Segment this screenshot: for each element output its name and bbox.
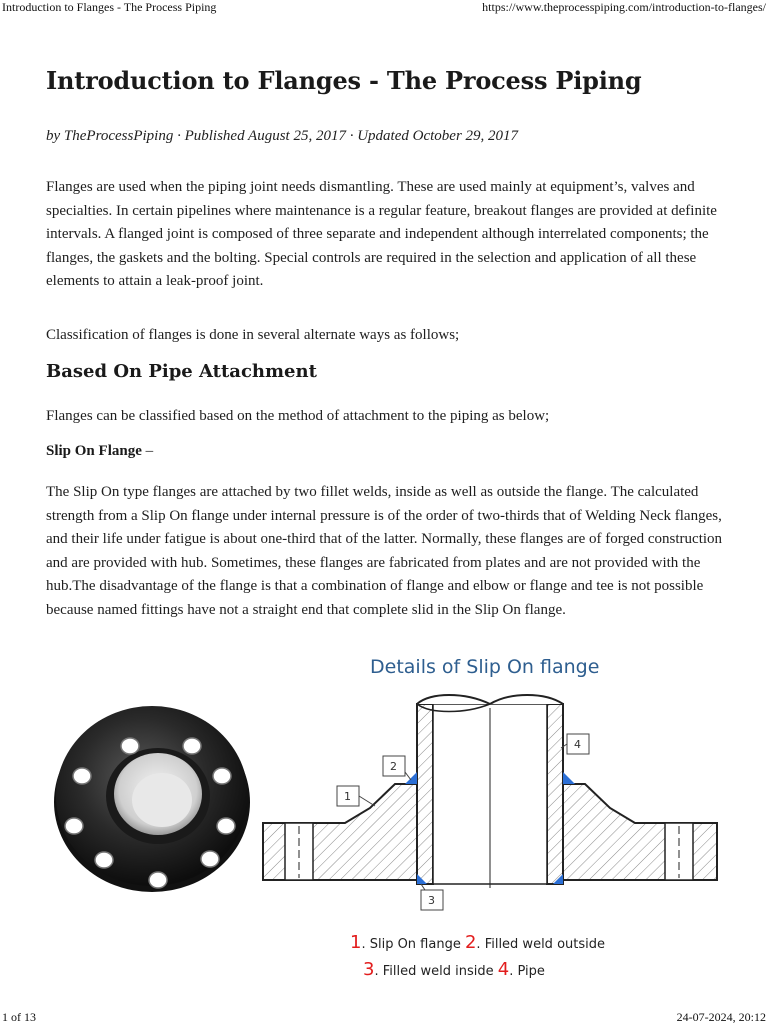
- subheading-dash: –: [141, 443, 154, 459]
- diagram-title: Details of Slip On flange: [370, 656, 600, 678]
- page-indicator: 1 of 13: [2, 1010, 36, 1024]
- callout-1: [337, 786, 375, 806]
- article-byline: by TheProcessPiping · Published August 25, 2017 · Updated October 29, 2017: [46, 128, 519, 144]
- flange-section: [263, 695, 717, 888]
- print-header-title: Introduction to Flanges - The Process Piping: [2, 0, 217, 14]
- callout-2: [383, 756, 411, 780]
- paragraph-slip-on: The Slip On type flanges are attached by two fillet welds, inside as well as outside the flange. The calculated strength from a Slip On flange under internal pressure is of the order of two-thirds that of Welding Neck flanges, and their life under fatigue is about one-third that of the latter. Normally, these flanges are of forged construction and are provided with hub. Sometimes, these flanges are fabricated from plates and are not provided with the hub.The disadvantage of the flange is that a combination of flange and elbow or flange and tee is not possible because named fittings have not a straight end that complete slid in the Slip On flange.: [46, 484, 723, 618]
- legend-line-1: 1. Slip On flange 2. Filled weld outside: [350, 932, 605, 953]
- svg-text:2: 2: [390, 760, 397, 773]
- paragraph-classification: Classification of flanges is done in several alternate ways as follows;: [46, 327, 460, 343]
- print-header: [0, 0, 768, 16]
- legend-line-2: 3. Filled weld inside 4. Pipe: [363, 959, 545, 980]
- slip-on-flange-diagram: [255, 648, 725, 988]
- svg-text:1: 1: [344, 790, 351, 803]
- section-heading: Based On Pipe Attachment: [46, 361, 317, 382]
- callout-3: [421, 884, 443, 910]
- paragraph-intro: Flanges are used when the piping joint needs dismantling. These are used mainly at equipment’s, valves and specialties. In certain pipelines where maintenance is a regular feature, breakout flanges are provided at definite intervals. A flanged joint is composed of three separate and independent although interrelated components; the flanges, the gaskets and the bolting. Special controls are required in the selection and application of all these elements to attain a leak-proof joint.: [46, 179, 717, 289]
- flange-photo: [52, 696, 252, 896]
- subheading-slip-on: [46, 443, 153, 460]
- svg-text:3: 3: [428, 894, 435, 907]
- weld-outside-right: [563, 772, 575, 784]
- subheading-text: Slip On Flange: [46, 443, 142, 459]
- callout-4: [561, 734, 589, 754]
- print-header-url: https://www.theprocesspiping.com/introduction-to-flanges/: [482, 0, 766, 14]
- paragraph-attachment: Flanges can be classified based on the method of attachment to the piping as below;: [46, 408, 550, 424]
- diagram-legend: [350, 932, 605, 980]
- svg-text:4: 4: [574, 738, 581, 751]
- article-title: Introduction to Flanges - The Process Piping: [46, 66, 642, 95]
- print-timestamp: 24-07-2024, 20:12: [676, 1010, 766, 1024]
